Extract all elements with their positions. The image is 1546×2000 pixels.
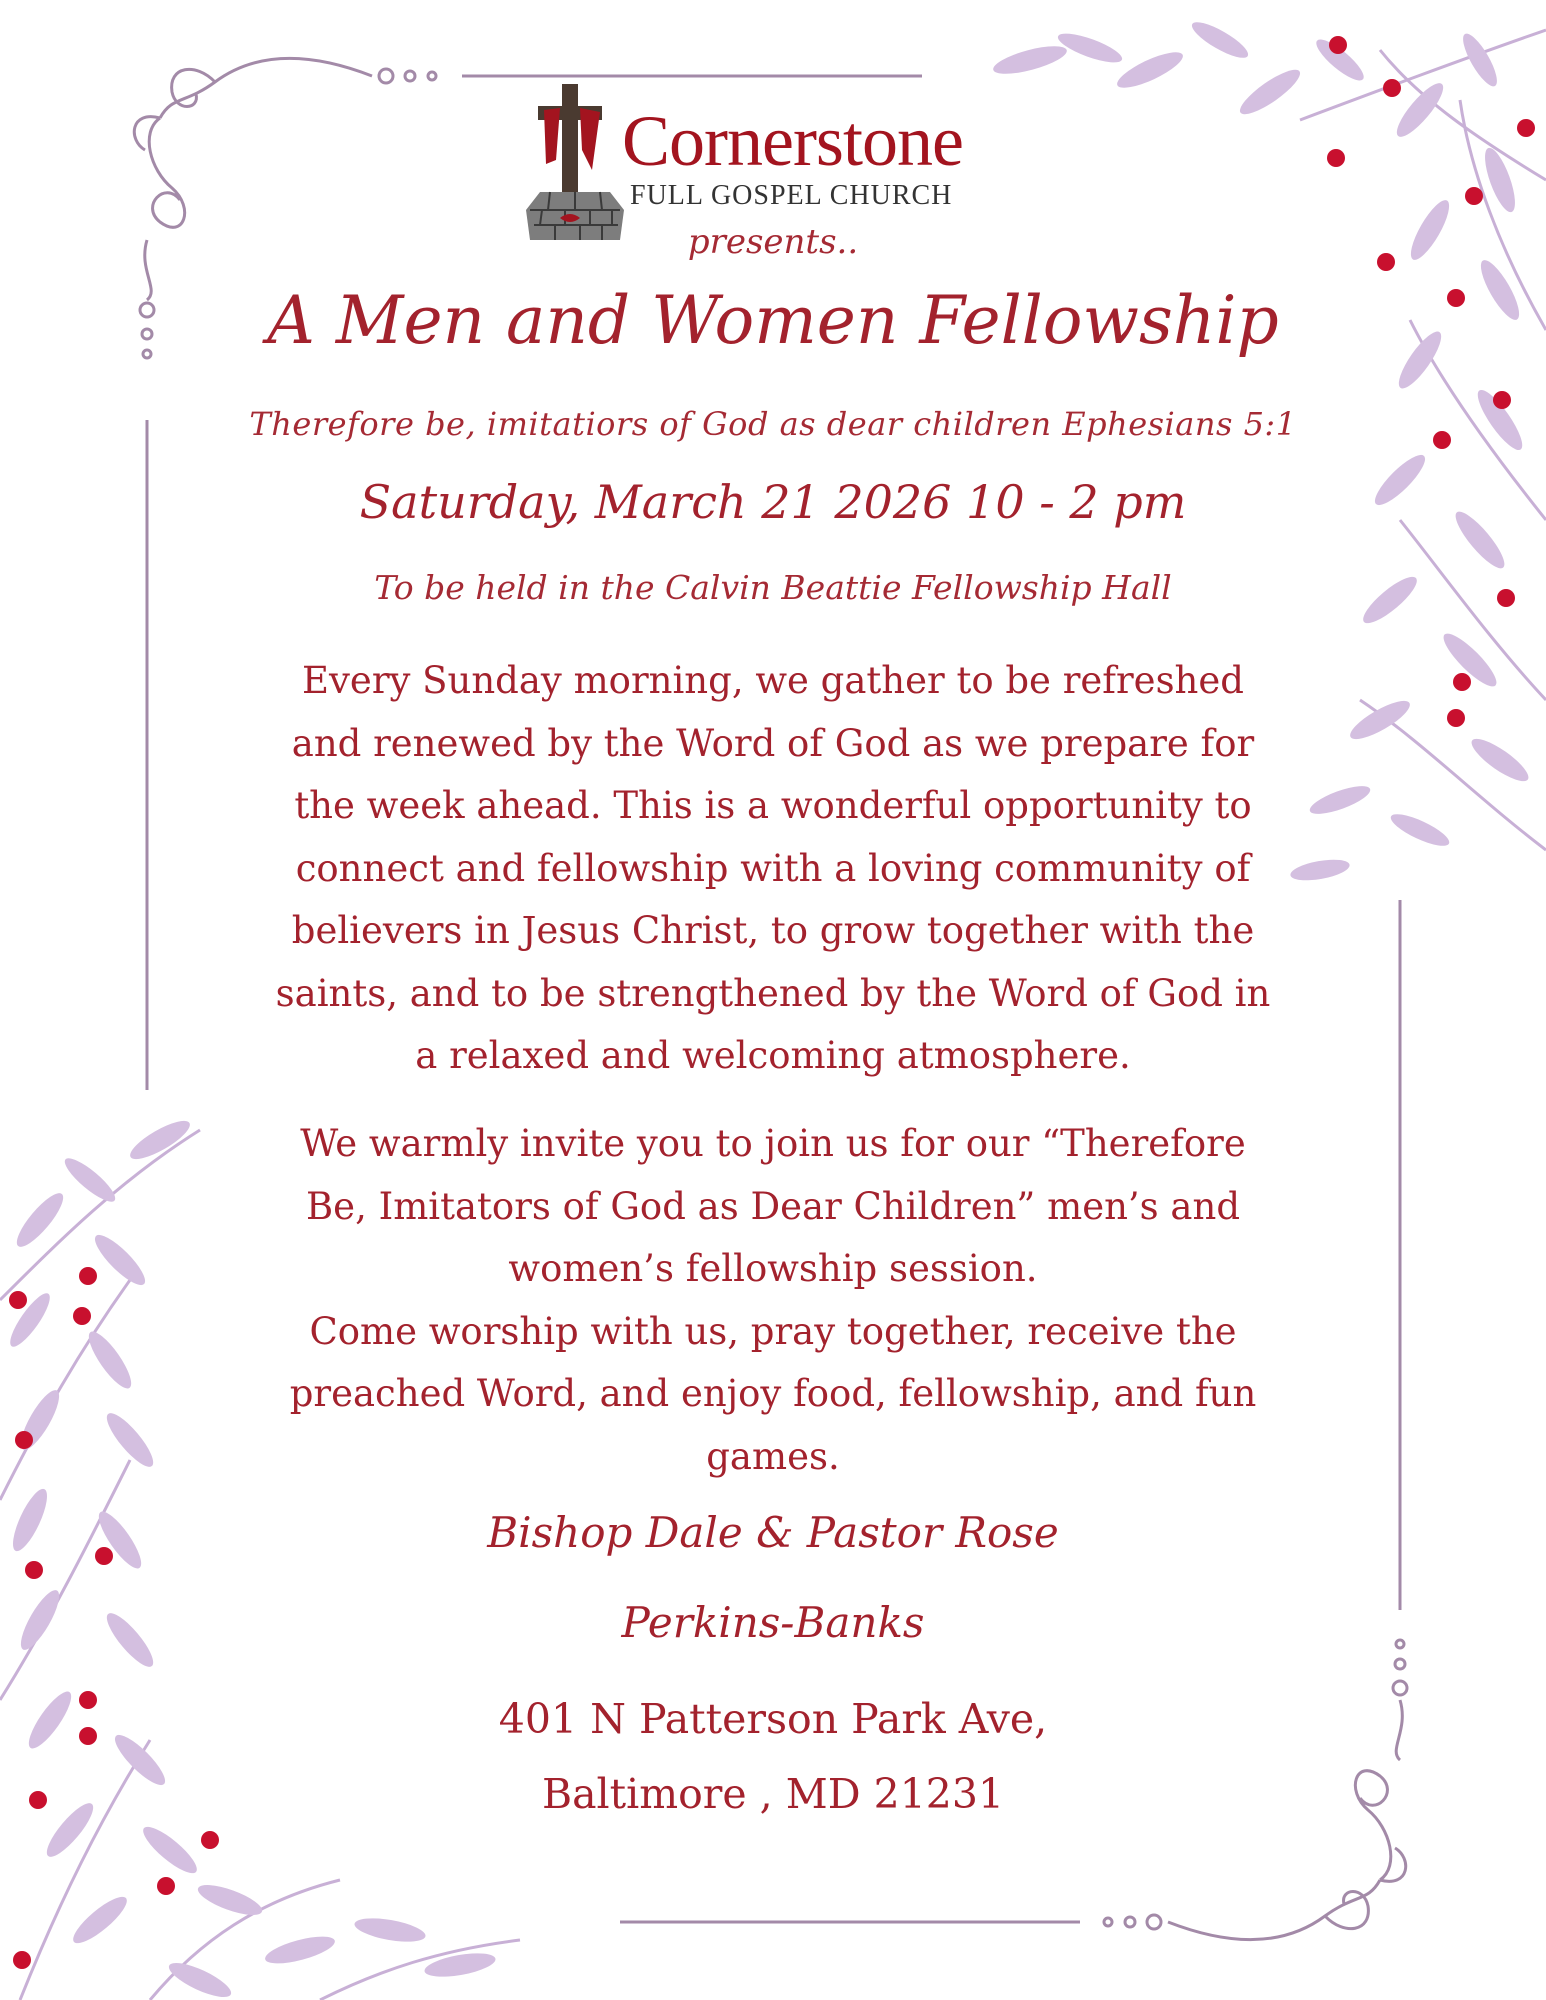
berries-top-right-icon [1327, 36, 1535, 727]
signature-line-1: Bishop Dale & Pastor Rose [487, 1508, 1059, 1557]
event-date: Saturday, March 21 2026 10 - 2 pm [359, 475, 1187, 529]
paragraph-line: the week ahead. This is a wonderful opportunity to [294, 784, 1252, 827]
paragraph-line: saints, and to be strengthened by the Word of God in [275, 971, 1271, 1015]
paragraph-line: Come worship with us, pray together, receive the [309, 1309, 1237, 1353]
paragraph-line: believers in Jesus Christ, to grow together with the [291, 909, 1255, 952]
paragraph-line: preached Word, and enjoy food, fellowship, and fun [289, 1372, 1257, 1415]
address-line-1: 401 N Patterson Park Ave, [498, 1695, 1048, 1743]
scripture-verse: Therefore be, imitatiors of God as dear children Ephesians 5:1 [249, 405, 1297, 443]
paragraph-line: a relaxed and welcoming atmosphere. [415, 1034, 1131, 1077]
logo-subtitle: FULL GOSPEL CHURCH [630, 180, 953, 211]
page-title: A Men and Women Fellowship [267, 282, 1279, 359]
description-paragraph-2 [240, 1113, 1306, 1488]
paragraph-line: games. [706, 1434, 840, 1478]
signature-line-2: Perkins-Banks [621, 1598, 925, 1647]
paragraph-line: and renewed by the Word of God as we prepare for [291, 721, 1255, 765]
paragraph-line: Every Sunday morning, we gather to be refreshed [302, 659, 1244, 702]
logo-name: Cornerstone [622, 101, 963, 181]
paragraph-line: We warmly invite you to join us for our “Therefore [300, 1122, 1246, 1165]
address-line-2: Baltimore , MD 21231 [541, 1770, 1005, 1818]
paragraph-line: women’s fellowship session. [508, 1247, 1038, 1290]
description-paragraph-1 [240, 650, 1306, 1088]
presents-text: presents.. [687, 222, 859, 262]
paragraph-line: connect and fellowship with a loving community of [295, 846, 1251, 890]
paragraph-line: Be, Imitators of God as Dear Children” men’s and [305, 1184, 1240, 1228]
event-location: To be held in the Calvin Beattie Fellowship Hall [374, 568, 1172, 607]
